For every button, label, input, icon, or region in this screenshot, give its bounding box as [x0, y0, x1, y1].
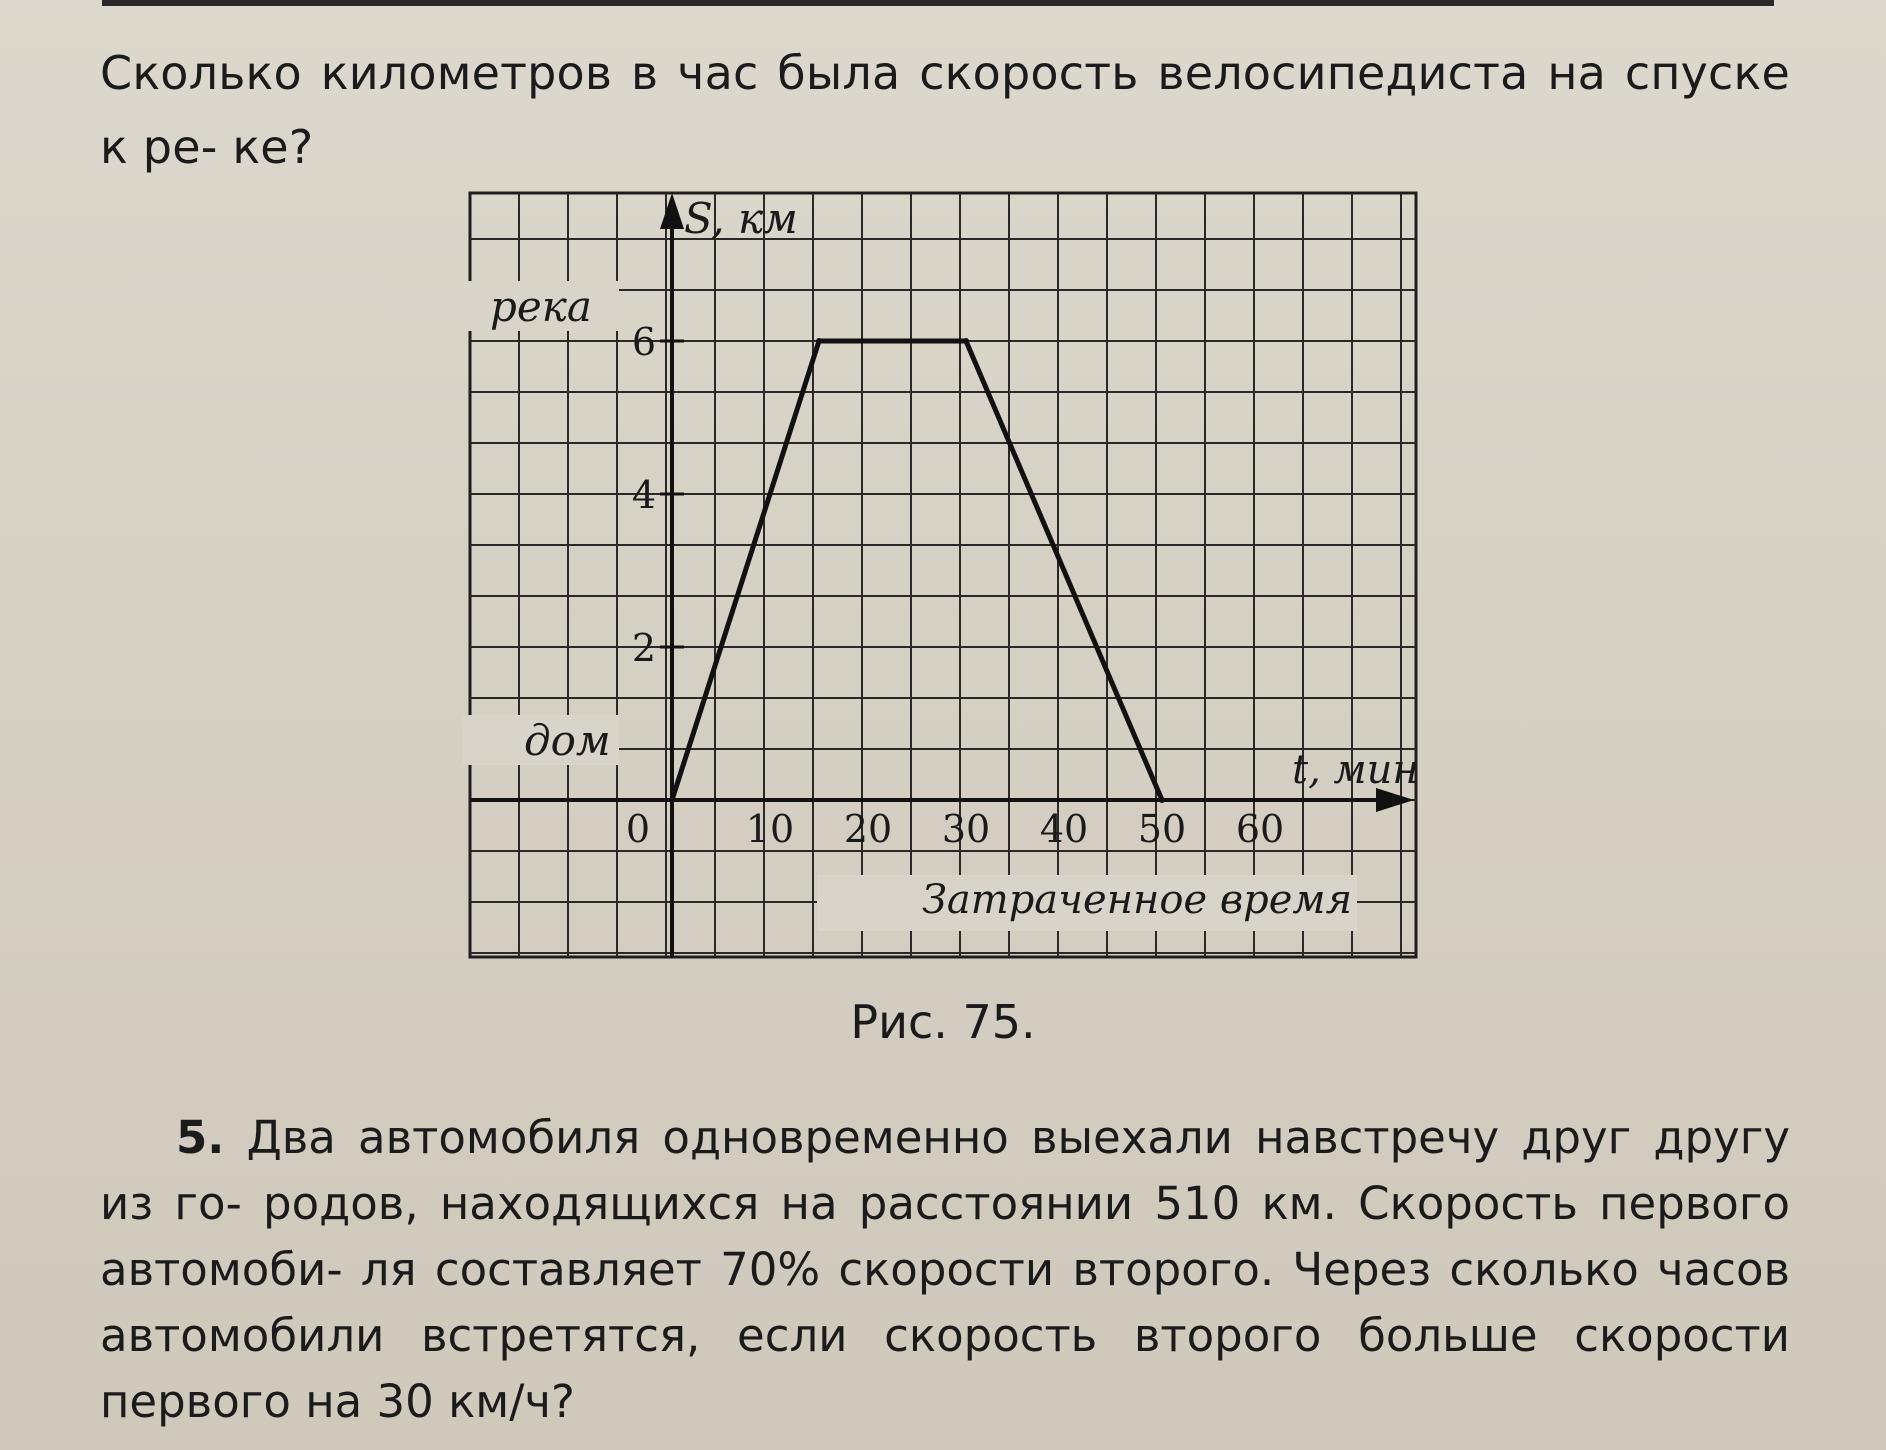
question-text: Сколько километров в час была скорость велосипедиста на спуске к ре- ке? [100, 46, 1790, 174]
series-point [963, 338, 969, 344]
problem-number: 5. [176, 1111, 225, 1164]
y-axis-arrow [660, 193, 684, 229]
series-point [1159, 797, 1165, 803]
series-line [672, 341, 1162, 800]
y-tick-label: 4 [631, 473, 656, 517]
marker-dom: дом [524, 716, 611, 765]
problem-5 [100, 1105, 1790, 1435]
top-rule [102, 0, 1774, 6]
x-tick-label: 30 [941, 807, 991, 851]
x-tick-label: 50 [1137, 807, 1187, 851]
y-tick-label: 2 [631, 626, 656, 670]
y-tick-label: 6 [631, 320, 656, 364]
x-axis-label: t, мин [1292, 747, 1419, 793]
problem-text: Два автомобиля одновременно выехали навстречу друг другу из го- родов, находящихся на расстоянии 510 км. Скорость первого автомоби- ля составляет 70% скорости второго. Через сколько часов автомобили встретятся, если скорость второго больше скорости первого на 30 км/ч? [100, 1111, 1790, 1428]
x-tick-label: 20 [843, 807, 893, 851]
x-axis-title: Затраченное время [922, 877, 1353, 923]
series-point [816, 338, 822, 344]
x-tick-label: 10 [745, 807, 795, 851]
marker-reka: река [490, 282, 592, 331]
chart-svg [462, 185, 1424, 965]
series-layer [669, 338, 1165, 803]
ticks-layer [626, 320, 1284, 851]
figure-caption: Рис. 75. [850, 995, 1036, 1049]
distance-time-chart [462, 185, 1424, 965]
y-axis-label: S, км [684, 194, 798, 243]
x-tick-label: 40 [1039, 807, 1089, 851]
series-point [669, 797, 675, 803]
x-tick-label: 0 [625, 807, 651, 851]
x-tick-label: 60 [1235, 807, 1285, 851]
